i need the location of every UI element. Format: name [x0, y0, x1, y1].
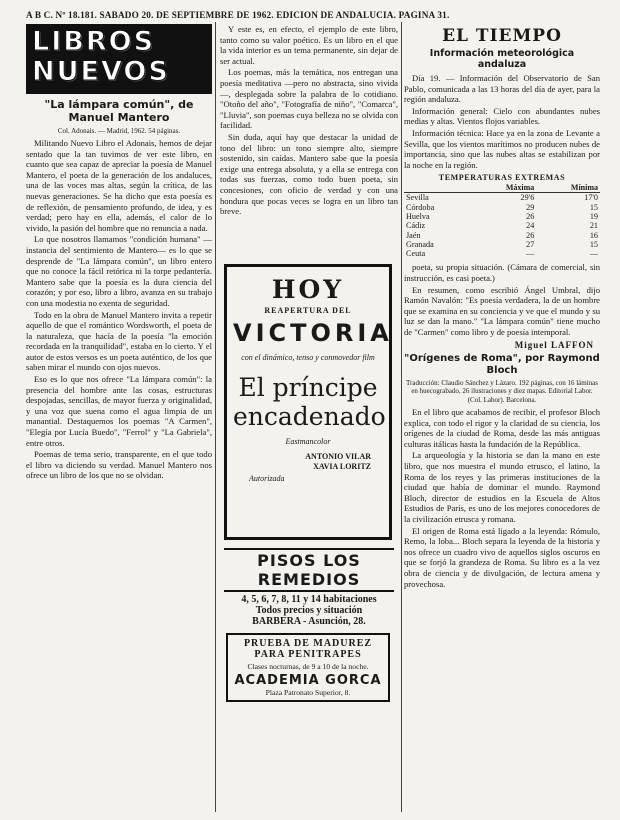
column-header-max: Máxima: [470, 183, 536, 193]
article-ending: [404, 262, 600, 337]
table-row: [404, 231, 600, 240]
max-cell: 29'6: [520, 193, 535, 203]
column-header-city: [404, 183, 470, 193]
city-cell: Huelva: [406, 211, 430, 221]
film-title-line-2: encadenado: [233, 402, 386, 431]
min-cell: —: [589, 249, 598, 259]
min-cell: 15: [589, 202, 598, 212]
paragraph: Eso es lo que nos ofrece "La lámpara común": la presencia del hombre ante las cosas, estructuras despojadas, sencillas, de mayor fuerza y originalidad, y una voz que suena como el agua limpia de un manantial. Destaquemos los poemas "A Carmen", "Elegía por Lucía Buedo", "Ferrol" y "La Gabriela", entre otros.: [26, 374, 212, 448]
page-header: A B C. Nº 18.181. SABADO 20. DE SEPTIEMBRE DE 1962. EDICION DE ANDALUCIA. PAGINA 31.: [26, 10, 450, 20]
article-body: [26, 138, 212, 481]
paragraph: Información general: Cielo con abundantes nubes medias y altas. Vientos flojos variables.: [404, 105, 600, 127]
paragraph: En resumen, como escribió Ángel Umbral, dijo Ramón Navalón: "Es poesía verdadera, la de un hombre que se examina en su conciencia y ve que el mundo y su luz se dan la mano." "La lámpara común" tiene mucho de "Carmen" como libro y de poesía intemporal.: [404, 284, 600, 337]
article-continuation: [220, 24, 398, 260]
actor: XAVIA LORITZ: [313, 462, 371, 471]
max-cell: 29: [526, 202, 535, 212]
paragraph: Militando Nuevo Libro el Adonais, hemos de dejar sentado que la tan tuvimos de ver este libro, en cuanto que sea capaz de apreciar la poesía de Manuel Mantero, el poeta de la generación de los andaluces, una de las voces mas altas, según la crítica, de las nuevas generaciones. Se ha dicho que esta poesía es de reflexión, de pensamiento profundo, de idea, y es verdad; pero hay en ella, además, el calor de lo vivido, la pasión del hombre que no renuncia a nada.: [26, 138, 212, 233]
film-actors: [233, 452, 383, 472]
city-cell: Córdoba: [406, 202, 435, 212]
film-title-line-1: El príncipe: [238, 373, 378, 402]
paragraph: Sin duda, aquí hay que destacar la unidad de tono del libro: un tono siempre alto, siempre sostenido, sin caídas. Mantero sabe que la poesía exige una entrega absoluta, y a ella se entrega con todas sus fuerzas, como todo buen poeta, sin concesiones, con oficio de verdad y con una hondura que pocas veces se logra en un libro tan breve.: [220, 131, 398, 217]
actor: ANTONIO VILAR: [305, 452, 371, 461]
cinema-name: VICTORIA: [233, 319, 393, 347]
ad-academia-heading: PRUEBA DE MADUREZ PARA PENITRAPES: [243, 638, 373, 660]
table-row: [404, 221, 600, 230]
column-middle: [220, 24, 398, 812]
cinema-advertisement: [224, 264, 392, 540]
weather-title: EL TIEMPO: [442, 26, 562, 46]
paragraph: En el libro que acabamos de recibir, el profesor Bloch explica, con todo el rigor y la claridad de su ciencia, los orígenes de la ciudad de Roma, desde las más antiguas culturas itálicas hasta la fundación de la República.: [404, 407, 600, 449]
column-libros: [26, 24, 212, 812]
max-cell: 27: [526, 239, 535, 249]
book-title: "La lámpara común", de Manuel Mantero: [44, 98, 194, 124]
ad-pisos-rooms: 4, 5, 6, 7, 8, 11 y 14 habitaciones: [241, 594, 377, 605]
ad-pisos-address: BARBERA - Asunción, 28.: [252, 616, 366, 627]
paragraph: Lo que nosotros llamamos "condición humana" —instancia del sentimiento de Mantero— es lo que se desprende de "La lámpara común", un libro entero que no conoce la fácil retórica ni la torpe pedantería. Mantero sabe que la poesía es la dura ciencia del corazón; y por eso, libro a libro, avanza en su trabajo con una modestia no exenta de seguridad.: [26, 234, 212, 308]
max-cell: 26: [526, 211, 535, 221]
film-rating: Autorizada: [249, 474, 285, 483]
city-cell: Sevilla: [406, 193, 429, 203]
real-estate-advertisement: [224, 548, 394, 627]
film-title: [233, 373, 386, 431]
author-signature: Miguel LAFFON: [514, 339, 594, 350]
ad-academia-schedule: Clases nocturnas, de 9 a 10 de la noche.: [247, 662, 369, 671]
academy-advertisement: [226, 633, 390, 702]
banner-line-1: LIBROS: [32, 26, 156, 57]
publication-info: Col. Adonais. — Madrid, 1962. 54 páginas.: [57, 127, 181, 135]
ad-reapertura: REAPERTURA DEL: [264, 306, 352, 315]
city-cell: Granada: [406, 239, 434, 249]
paragraph: Todo en la obra de Manuel Mantero invita a repetir aquello de que el romántico Wordsworth, el poeta de la naturaleza, que hacía de la poesía "la emoción recordada en la tranquilidad", estaba en lo cierto. Y el autor de estos versos es un poeta auténtico, de los que saben mirar el mundo con ojos nuevos.: [26, 309, 212, 373]
ad-academia-name: ACADEMIA GORCA: [234, 673, 382, 688]
review-body: [404, 407, 600, 589]
weather-subtitle: Información meteorológica andaluza: [429, 48, 575, 70]
paragraph: La arqueología y la historia se dan la mano en este libro, que nos muestra el mundo etrusco, el latino, la Roma de los reyes y las primeras instituciones de la ciudad que había de dominar el mundo. Raymond Bloch, director de estudios en la Escuela de Altos Estudios de París, es uno de los mejores conocedores de la civilización etrusca y romana.: [404, 450, 600, 525]
ad-hoy-heading: HOY: [271, 275, 345, 304]
film-format: Eastmancolor: [285, 437, 331, 446]
paragraph: Información técnica: Hace ya en la zona de Levante a Sevilla, que los vientos marítimos no producen nubes de importancia, sino que las nubes altas se estabilizan por la noche en la región.: [404, 127, 600, 170]
table-row: [404, 203, 600, 212]
column-rule: [401, 22, 402, 812]
paragraph: Día 19. — Información del Observatorio de San Pablo, comunicada a las 13 horas del día de ayer, para la región andaluza.: [404, 73, 600, 105]
review-title: "Orígenes de Roma", por Raymond Bloch: [404, 352, 600, 376]
review-publication-info: Traducción: Claudio Sánchez y Lázaro. 192 páginas, con 16 láminas en huecograbado, 26 ilustraciones y diez mapas. Editorial Labor. (Col. Labor). Barcelona.: [406, 378, 598, 404]
paragraph: Los poemas, más la temática, nos entregan una poesía meditativa —pero no abstracta, sino vivida—, desplegada sobre la palabra de lo cotidiano. "Otoño del año", "Fotografía de niño", "Comarca", "Lluvia", son poemas cuya belleza no se olvida con facilidad.: [220, 67, 398, 131]
paragraph: Poemas de tema serio, transparente, en el que todo el libro va diciendo su verdad. Manuel Mantero nos ofrece un libro de los que no se olvidan.: [26, 449, 212, 481]
banner-line-2: NUEVOS: [32, 56, 170, 87]
libros-nuevos-banner: [26, 24, 212, 94]
column-tiempo: [404, 24, 600, 812]
city-cell: Jaén: [406, 230, 421, 240]
ad-pisos-prices: Todos precios y situación: [255, 605, 363, 616]
paragraph: El origen de Roma está ligado a la leyenda: Rómulo, Remo, la loba... Bloch separa la leyenda de la historia y nos ofrece un cuadro vivo de aquellos siglos oscuros en que se forjó la grandeza de Roma. Su libro es a la vez obra de ciencia y de divulgación, de lectura amena y provechosa.: [404, 525, 600, 589]
min-cell: 17'0: [584, 193, 598, 203]
weather-body: [404, 73, 600, 170]
min-cell: 15: [589, 239, 598, 249]
column-rule: [215, 22, 216, 812]
max-cell: 26: [526, 230, 535, 240]
temperatures-table: [404, 183, 600, 258]
temperatures-heading: TEMPERATURAS EXTREMAS: [438, 173, 566, 183]
max-cell: 24: [526, 221, 535, 231]
ad-academia-address: Plaza Patronato Superior, 8.: [265, 688, 351, 697]
table-row: [404, 240, 600, 249]
table-header-row: [404, 183, 600, 193]
city-cell: Ceuta: [406, 249, 426, 259]
city-cell: Cádiz: [406, 221, 426, 231]
column-header-min: Mínima: [536, 183, 600, 193]
table-row: [404, 249, 600, 258]
table-row: [404, 212, 600, 221]
table-row: [404, 193, 600, 203]
paragraph: poeta, su propia situación. (Cámara de comercial, sin instrucción, es casi poeta.): [404, 262, 600, 284]
ad-tagline: con el dinámico, tenso y conmovedor film: [241, 353, 375, 362]
ad-pisos-title: PISOS LOS REMEDIOS: [224, 548, 394, 592]
max-cell: —: [526, 249, 535, 259]
min-cell: 16: [589, 230, 598, 240]
min-cell: 21: [589, 221, 598, 231]
paragraph: Y este es, en efecto, el ejemplo de este libro, tanto como su valor poético. Es un libro en el que la vida interior es un tema permanente, sin dejar de ser actual.: [220, 24, 398, 66]
min-cell: 19: [589, 211, 598, 221]
